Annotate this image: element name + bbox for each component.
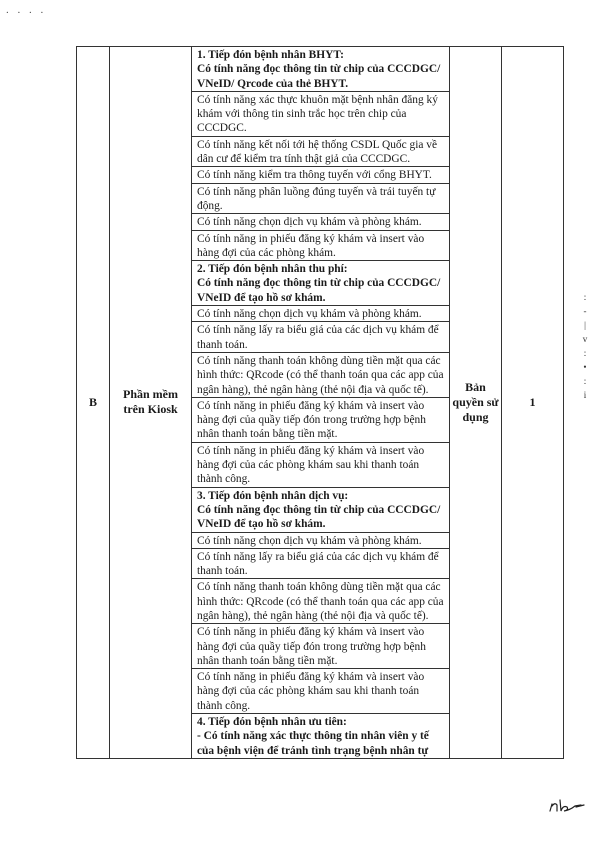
feature-item: Có tính năng in phiếu đăng ký khám và insert vào hàng đợi của các phòng khám sau khi thanh toán thành công. bbox=[192, 443, 449, 488]
feature-item: Có tính năng in phiếu đăng ký khám và insert vào hàng đợi của các phòng khám sau khi thanh toán thành công. bbox=[192, 669, 449, 714]
feature-item: Có tính năng kết nối tới hệ thống CSDL Quốc gia về dân cư để kiểm tra tính thật giả của CCCDGC. bbox=[192, 137, 449, 168]
feature-group-heading: 3. Tiếp đón bệnh nhân dịch vụ: Có tính năng đọc thông tin từ chip của CCCDGC/ VNeID để tạo hồ sơ khám. bbox=[192, 488, 449, 533]
feature-group-heading: 4. Tiếp đón bệnh nhân ưu tiên: - Có tính năng xác thực thông tin nhân viên y tế của bệnh viện để tránh tình trạng bệnh nhân tự bbox=[197, 716, 429, 757]
feature-item: Có tính năng phân luồng đúng tuyến và trái tuyến tự động. bbox=[192, 184, 449, 215]
feature-list bbox=[192, 47, 450, 759]
feature-group-heading: 2. Tiếp đón bệnh nhân thu phí: Có tính năng đọc thông tin từ chip của CCCDGC/ VNeID để tạo hồ sơ khám. bbox=[192, 261, 449, 306]
feature-item: Có tính năng in phiếu đăng ký khám và insert vào hàng đợi của quầy tiếp đón trong trường hợp bệnh nhân thanh toán bằng tiền mặt. bbox=[192, 624, 449, 669]
license-type: Bản quyền sử dụng bbox=[450, 47, 502, 759]
table-row bbox=[77, 47, 564, 759]
feature-group-heading: 1. Tiếp đón bệnh nhân BHYT: Có tính năng đọc thông tin từ chip của CCCDGC/ VNeID/ Qrcode của thẻ BHYT. bbox=[192, 47, 449, 92]
feature-item: Có tính năng chọn dịch vụ khám và phòng khám. bbox=[192, 533, 449, 549]
feature-item: Có tính năng chọn dịch vụ khám và phòng khám. bbox=[192, 306, 449, 322]
system-name: Phần mềm trên Kiosk bbox=[110, 47, 192, 759]
feature-item: Có tính năng in phiếu đăng ký khám và insert vào hàng đợi của các phòng khám. bbox=[192, 231, 449, 262]
quantity: 1 bbox=[502, 47, 564, 759]
specification-table bbox=[76, 46, 564, 759]
scan-artifact: . . . . bbox=[6, 4, 47, 16]
initials-signature bbox=[548, 796, 588, 818]
feature-item: Có tính năng lấy ra biểu giá của các dịch vụ khám để thanh toán. bbox=[192, 549, 449, 580]
feature-item: Có tính năng chọn dịch vụ khám và phòng khám. bbox=[192, 214, 449, 230]
row-index: B bbox=[77, 47, 110, 759]
feature-item: Có tính năng in phiếu đăng ký khám và insert vào hàng đợi của quầy tiếp đón trong trường hợp bệnh nhân thanh toán bằng tiền mặt. bbox=[192, 398, 449, 443]
feature-item: Có tính năng kiểm tra thông tuyến với cổng BHYT. bbox=[192, 167, 449, 183]
feature-item: Có tính năng lấy ra biểu giá của các dịch vụ khám để thanh toán. bbox=[192, 322, 449, 353]
scan-edge-marks: : - | v : • : i bbox=[582, 292, 588, 400]
feature-item: Có tính năng thanh toán không dùng tiền mặt qua các hình thức: QRcode (có thể thanh toán qua các app của ngân hàng), thẻ ngân hàng (thẻ nội địa và quốc tế). bbox=[192, 579, 449, 624]
feature-item: Có tính năng thanh toán không dùng tiền mặt qua các hình thức: QRcode (có thể thanh toán qua các app của ngân hàng), thẻ ngân hàng (thẻ nội địa và quốc tế). bbox=[192, 353, 449, 398]
feature-item: Có tính năng xác thực khuôn mặt bệnh nhân đăng ký khám với thông tin sinh trắc học trên chip của CCCDGC. bbox=[192, 92, 449, 137]
